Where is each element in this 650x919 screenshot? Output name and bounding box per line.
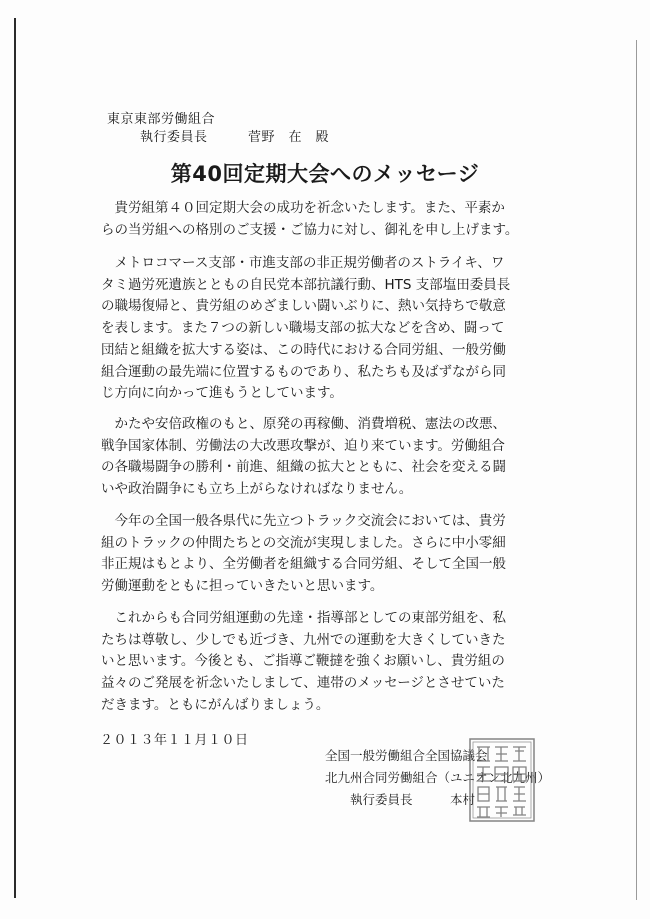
paragraph-line: らの当労組への格別のご支援・ご協力に対し、御礼を申し上げます。: [101, 221, 519, 238]
paragraph-line: 組合運動の最先端に位置するものであり、私たちも及ばずながら同: [101, 363, 506, 380]
sender-federation: 全国一般労働組合全国協議会: [325, 748, 488, 763]
paragraph-line: 組のトラックの仲間たちとの交流が実現しました。さらに中小零細: [101, 534, 506, 551]
paragraph-line: 貴労組第４０回定期大会の成功を祈念いたします。また、平素か: [101, 200, 505, 216]
paragraph-line: の各職場闘争の勝利・前進、組織の拡大とともに、社会を変える闘: [101, 459, 506, 476]
paragraph-line: たちは尊敬し、少しでも近づき、九州での運動を大きくしていきた: [101, 631, 506, 648]
paragraph-line: 団結と組織を拡大する姿は、この時代における合同労組、一般労働: [101, 341, 506, 358]
document-date: ２０１３年１１月１０日: [100, 733, 249, 748]
paragraph-line: 益々のご発展を祈念いたしまして、連帯のメッセージとさせていた: [101, 675, 505, 692]
paragraph-greeting: [101, 198, 561, 241]
paragraph-line: かたや安倍政権のもと、原発の再稼働、消費増税、憲法の改悪、: [101, 416, 506, 432]
paragraph-struggles: [101, 253, 561, 405]
paragraph-line: メトロコマース支部・市進支部の非正規労働者のストライキ、ワ: [101, 255, 505, 271]
addressee-organization: 東京東部労働組合: [107, 112, 216, 127]
paragraph-line: 労働運動をともに担っていきたいと思います。: [101, 578, 384, 595]
sender-chairperson: 執行委員長 本村: [350, 792, 476, 807]
paragraph-line: いと思います。今後とも、ご指導ご鞭撻を強くお願いし、貴労組の: [101, 653, 505, 670]
paragraph-line: じ方向に向かって進もうとしています。: [101, 385, 343, 402]
paragraph-politics: [101, 414, 561, 501]
paragraph-line: 今年の全国一般各県代に先立つトラック交流会においては、貴労: [101, 513, 506, 529]
paragraph-line: を表します。また７つの新しい職場支部の拡大などを含め、闘って: [101, 320, 505, 337]
paragraph-line: これからも合同労組運動の先達・指導部としての東部労組を、私: [101, 610, 506, 626]
sender-union: 北九州合同労働組合（ユニオン北九州）: [325, 770, 551, 785]
paragraph-truck-exchange: [101, 511, 561, 598]
addressee-name: 執行委員長 菅野 在 殿: [140, 130, 330, 145]
scan-edge-left: [14, 18, 16, 898]
paragraph-line: いや政治闘争にも立ち上がらなければなりません。: [101, 481, 413, 498]
paragraph-line: だきます。ともにがんばりましょう。: [101, 696, 330, 713]
union-seal-stamp: [468, 737, 536, 823]
paragraph-line: タミ過労死遺族とともの自民党本部抗議行動、HTS 支部塩田委員長: [101, 276, 511, 293]
document-title: 第40回定期大会へのメッセージ: [170, 162, 480, 186]
paragraph-line: 戦争国家体制、労働法の大改悪攻撃が、迫り来ています。労働組合: [101, 437, 505, 454]
paragraph-line: の職場復帰と、貴労組のめざましい闘いぶりに、熱い気持ちで敬意: [101, 298, 506, 315]
paragraph-closing: [101, 608, 561, 717]
paragraph-line: 非正規はもとより、全労働者を組織する合同労組、そして全国一般: [101, 556, 506, 573]
